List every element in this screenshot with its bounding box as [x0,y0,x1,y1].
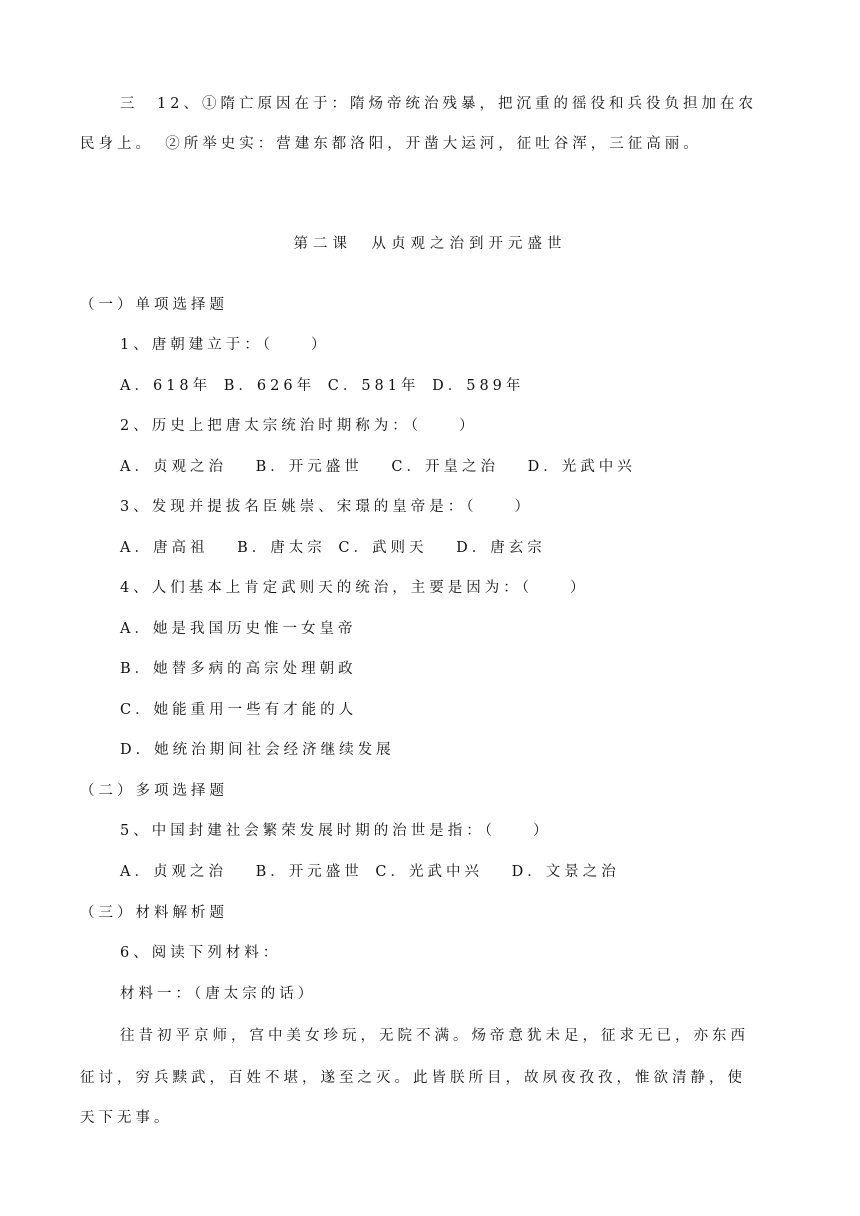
q3-option-a: A．唐高祖 [120,540,209,556]
material1-line-1: 往昔初平京师，宫中美女珍玩，无院不满。炀帝意犹未足，征求无已，亦东西 [120,1028,749,1044]
intro-line-2: 民身上。 ②所举史实：营建东都洛阳，开凿大运河，征吐谷浑，三征高丽。 [80,136,702,152]
q2-stem: 2、历史上把唐太宗统治时期称为：（ ） [120,418,478,434]
q1-option-b: B．626年 [223,378,316,394]
q4-stem: 4、人们基本上肯定武则天的统治，主要是因为：（ ） [120,580,589,596]
q2-options [120,457,636,477]
q5-option-b: B．开元盛世 [255,864,363,880]
q1-stem: 1、唐朝建立于：（ ） [120,337,330,353]
q3-option-d: D．唐玄宗 [456,540,546,556]
q5-option-c: C．光武中兴 [375,864,483,880]
q1-option-a: A．618年 [120,378,212,394]
q5-options [120,862,620,882]
q1-option-d: D．589年 [432,378,525,394]
q3-option-b: B．唐太宗 [237,540,326,556]
q2-option-b: B．开元盛世 [255,459,363,475]
section2-heading: （二）多项选择题 [80,783,228,799]
q3-stem: 3、发现并提拔名臣姚崇、宋璟的皇帝是：（ ） [120,499,533,515]
lesson-title: 第二课 从贞观之治到开元盛世 [293,236,567,252]
section1-heading: （一）单项选择题 [80,297,228,313]
q4-option-d: D．她统治期间社会经济继续发展 [120,742,395,758]
material1-line-2: 征讨，穷兵黩武，百姓不堪，遂至之灭。此皆朕所目，故夙夜孜孜，惟欲清静，使 [80,1070,746,1086]
section3-heading: （三）材料解析题 [80,905,228,921]
q2-option-d: D．光武中兴 [527,459,636,475]
q4-option-a: A．她是我国历史惟一女皇帝 [120,621,357,637]
q2-option-a: A．贞观之治 [120,459,227,475]
q1-option-c: C．581年 [327,378,420,394]
q5-option-a: A．贞观之治 [120,864,227,880]
q6-stem: 6、阅读下列材料： [120,945,282,961]
q3-options [120,538,546,558]
material1-label: 材料一：（唐太宗的话） [120,986,317,1002]
q4-option-c: C．她能重用一些有才能的人 [120,702,358,718]
q1-options [120,376,524,396]
intro-line-1: 三 12、①隋亡原因在于：隋炀帝统治残暴，把沉重的徭役和兵役负担加在农 [120,96,757,112]
material1-line-3: 天下无事。 [80,1110,173,1126]
q3-option-c: C．武则天 [338,540,428,556]
q5-stem: 5、中国封建社会繁荣发展时期的治世是指：（ ） [120,823,552,839]
q2-option-c: C．开皇之治 [391,459,499,475]
q4-option-b: B．她替多病的高宗处理朝政 [120,661,357,677]
q5-option-d: D．文景之治 [511,864,620,880]
